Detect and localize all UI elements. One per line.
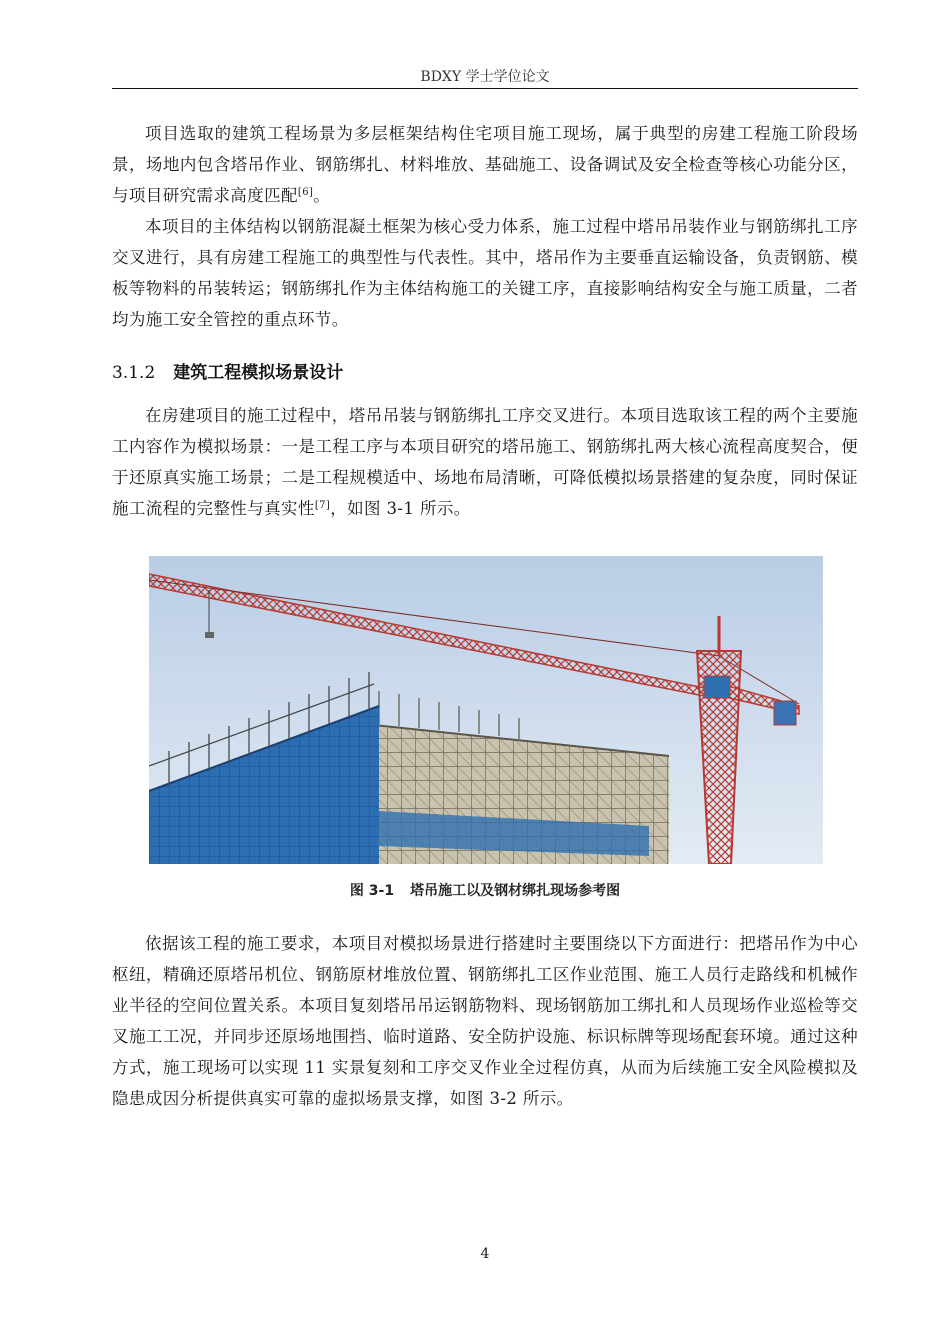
paragraph-2 xyxy=(112,211,858,335)
paragraph-4 xyxy=(112,928,858,1114)
citation-6[interactable]: [6] xyxy=(297,187,314,198)
figure-number: 图 3-1 xyxy=(349,883,395,899)
construction-site-illustration xyxy=(149,556,823,864)
paragraph-3 xyxy=(112,400,858,524)
paragraph-1 xyxy=(112,118,858,211)
paragraph-1-end: 。 xyxy=(313,186,331,205)
paragraph-3-text: 在房建项目的施工过程中，塔吊吊装与钢筋绑扎工序交叉进行。本项目选取该工程的两个主要施工内容作为模拟场景：一是工程工序与本项目研究的塔吊施工、钢筋绑扎两大核心流程高度契合，便于还原真实施工场景；二是工程规模适中、场地布局清晰，可降低模拟场景搭建的复杂度，同时保证施工流程的完整性与真实性 xyxy=(112,406,858,518)
figure-3-1-photo xyxy=(149,556,823,864)
paragraph-2-text: 本项目的主体结构以钢筋混凝土框架为核心受力体系，施工过程中塔吊吊装作业与钢筋绑扎工序交叉进行，具有房建工程施工的典型性与代表性。其中，塔吊作为主要垂直运输设备，负责钢筋、模板等物料的吊装转运；钢筋绑扎作为主体结构施工的关键工序，直接影响结构安全与施工质量，二者均为施工安全管控的重点环节。 xyxy=(112,217,858,329)
section-title: 建筑工程模拟场景设计 xyxy=(173,363,344,383)
paragraph-3-end: ，如图 3-1 所示。 xyxy=(330,499,471,518)
section-heading xyxy=(112,358,343,383)
paragraph-1-text: 项目选取的建筑工程场景为多层框架结构住宅项目施工现场，属于典型的房建工程施工阶段场景，场地内包含塔吊作业、钢筋绑扎、材料堆放、基础施工、设备调试及安全检查等核心功能分区，与项目研究需求高度匹配 xyxy=(112,124,858,205)
running-header: BDXY 学士学位论文 xyxy=(420,69,550,85)
page-number: 4 xyxy=(480,1246,490,1262)
header-rule xyxy=(112,88,858,89)
citation-7[interactable]: [7] xyxy=(314,500,331,511)
figure-caption xyxy=(112,880,858,900)
figure-caption-text: 塔吊施工以及钢材绑扎现场参考图 xyxy=(410,883,621,899)
paragraph-4-text: 依据该工程的施工要求，本项目对模拟场景进行搭建时主要围绕以下方面进行：把塔吊作为中心枢纽，精确还原塔吊机位、钢筋原材堆放位置、钢筋绑扎工区作业范围、施工人员行走路线和机械作业半径的空间位置关系。本项目复刻塔吊吊运钢筋物料、现场钢筋加工绑扎和人员现场作业巡检等交叉施工工况，并同步还原场地围挡、临时道路、安全防护设施、标识标牌等现场配套环境。通过这种方式，施工现场可以实现 11 实景复刻和工序交叉作业全过程仿真，从而为后续施工安全风险模拟及隐患成因分析提供真实可靠的虚拟场景支撑，如图 3-2 所示。 xyxy=(112,934,858,1108)
section-number: 3.1.2 xyxy=(112,363,156,383)
